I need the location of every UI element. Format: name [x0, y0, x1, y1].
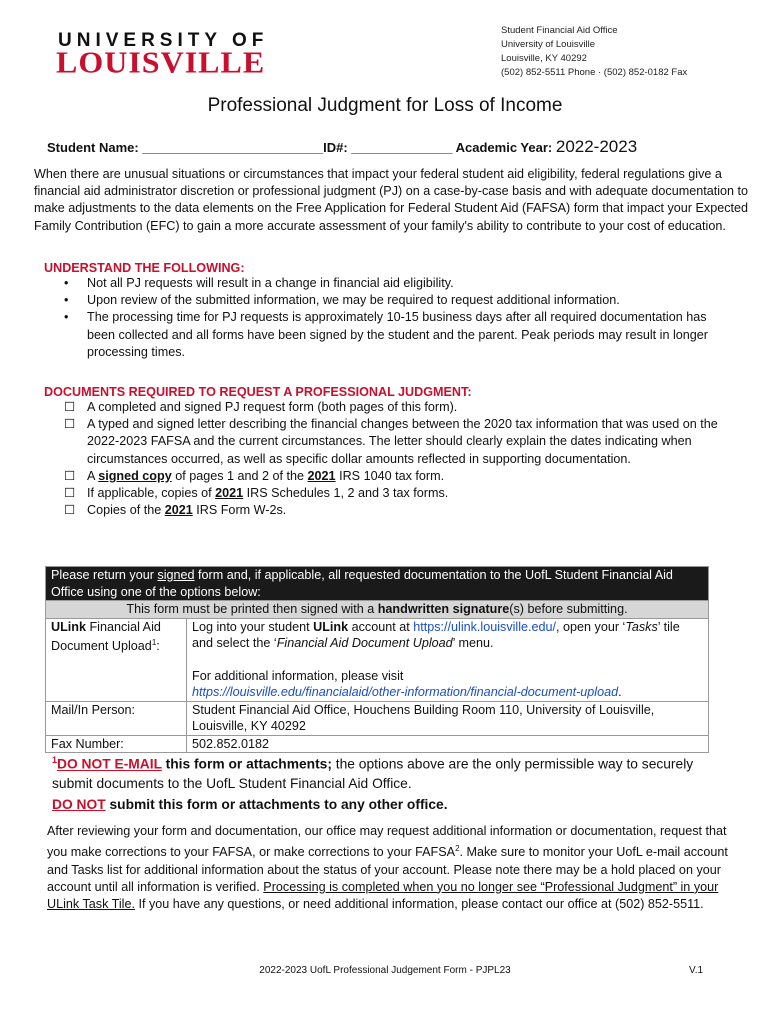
fax-label: Fax Number:: [46, 735, 187, 753]
logo-main-text: LOUISVILLE: [56, 44, 266, 80]
checklist-item: ☐ A completed and signed PJ request form (both pages of this form).: [44, 399, 734, 416]
bullet-icon: •: [64, 276, 69, 290]
footer-text: 2022-2023 UofL Professional Judgement Form - PJPL23: [259, 965, 511, 976]
list-item: • The processing time for PJ requests is approximately 10-15 business days after all required documentation has been collected and all forms have been signed by the student and the parent. Peak periods may result in longer processing times.: [64, 310, 708, 359]
ulink-instructions: Log into your student ULink account at https://ulink.louisville.edu/, open your ‘Tasks’ tile and select the ‘Financial Aid Document Upload’ menu. For additional information, please visit https://louisville.edu/financialaid/other-information/financial-document-upload.: [187, 618, 709, 701]
checklist-item: ☐ If applicable, copies of 2021 IRS Schedules 1, 2 and 3 tax forms.: [44, 485, 734, 502]
student-id-field: ID#: ______________: [323, 140, 453, 155]
intro-paragraph: When there are unusual situations or circumstances that impact your federal student aid eligibility, federal regulations give a financial aid administrator discretion or professional judgment (PJ) on a case-by-case basis and with adequate documentation to make adjustments to the data elements on the Free Application for Federal Student Aid (FAFSA) form that impact your Expected Family Contribution (EFC) to gain a more accurate assessment of your family's ability to contribute to your cost of education.: [34, 167, 749, 233]
academic-year-label: Academic Year:: [455, 140, 553, 155]
office-warning: DO NOT submit this form or attachments to any other office.: [52, 797, 448, 812]
documents-heading: DOCUMENTS REQUIRED TO REQUEST A PROFESSIONAL JUDGMENT:: [44, 385, 472, 399]
list-item: • Upon review of the submitted information, we may be required to request additional information.: [44, 292, 734, 309]
address-line: (502) 852-5511 Phone · (502) 852-0182 Fax: [501, 67, 688, 78]
email-warning: $^1$DO NOT E-MAIL this form or attachments; the options above are the only permissible way to securely submit documents to the UofL Student Financial Aid Office.: [52, 755, 694, 791]
checklist-item: ☐ Copies of the 2021 IRS Form W-2s.: [44, 502, 734, 519]
checkbox-icon[interactable]: ☐: [64, 468, 76, 483]
student-info-line: [47, 137, 637, 157]
checkbox-icon[interactable]: ☐: [64, 400, 76, 414]
logo-top-text: UNIVERSITY OF: [58, 30, 269, 51]
checkbox-icon[interactable]: ☐: [64, 417, 76, 432]
office-address: [501, 24, 687, 80]
return-header: Please return your signed form and, if applicable, all requested documentation to the UofL Student Financial Aid Office using one of the options below:: [46, 567, 709, 601]
ulink-label: ULink Financial Aid Document Upload$^1$:: [46, 618, 187, 701]
address-line: Louisville, KY 40292: [501, 53, 587, 64]
ulink-link[interactable]: https://ulink.louisville.edu/: [413, 619, 557, 634]
address-line: University of Louisville: [501, 39, 595, 50]
understand-section: [44, 261, 734, 361]
return-options-table: [45, 566, 709, 753]
checklist-item: ☐ A signed copy of pages 1 and 2 of the 2021 IRS 1040 tax form.: [44, 468, 734, 485]
student-name-field: Student Name: _________________________: [47, 140, 324, 155]
fax-number: 502.852.0182: [187, 735, 709, 753]
documents-section: [44, 385, 734, 519]
page-title: Professional Judgment for Loss of Income: [207, 95, 563, 116]
understand-heading: UNDERSTAND THE FOLLOWING:: [44, 261, 245, 275]
bullet-icon: •: [64, 310, 69, 325]
academic-year-value: 2022-2023: [555, 137, 638, 156]
address-line: Student Financial Aid Office: [501, 25, 618, 36]
checkbox-icon[interactable]: ☐: [64, 486, 76, 501]
bullet-icon: •: [64, 293, 69, 308]
mail-label: Mail/In Person:: [46, 701, 187, 735]
list-item: • Not all PJ requests will result in a change in financial aid eligibility.: [44, 275, 734, 292]
upload-info-link[interactable]: https://louisville.edu/financialaid/other-information/financial-document-upload: [192, 685, 619, 699]
checkbox-icon[interactable]: ☐: [64, 503, 76, 518]
after-review-paragraph: After reviewing your form and documentation, our office may request additional information or documentation, request that you make corrections to your FAFSA, or make corrections to your FAFSA$^2$. Make sure to monitor your UofL e-mail account and Tasks list for additional information about the status of your account. Please note there may be a hold placed on your account until all information is verified. Processing is completed when you no longer see “Professional Judgment” in your ULink Task Tile. If you have any questions, or need additional information, please contact our office at (502) 852-5511.: [47, 824, 728, 911]
version-label: V.1: [689, 965, 704, 976]
signature-note: This form must be printed then signed with a handwritten signature(s) before submitting.: [46, 601, 709, 619]
mail-address: Student Financial Aid Office, Houchens Building Room 110, University of Louisville, Louisville, KY 40292: [187, 701, 709, 735]
checklist-item: ☐ A typed and signed letter describing the financial changes between the 2020 tax information that was used on the 2022-2023 FAFSA and the current circumstances. The letter should clearly explain the dates indicating when circumstances occurred, as well as specific dollar amounts reflected in supporting documentation.: [64, 417, 718, 466]
